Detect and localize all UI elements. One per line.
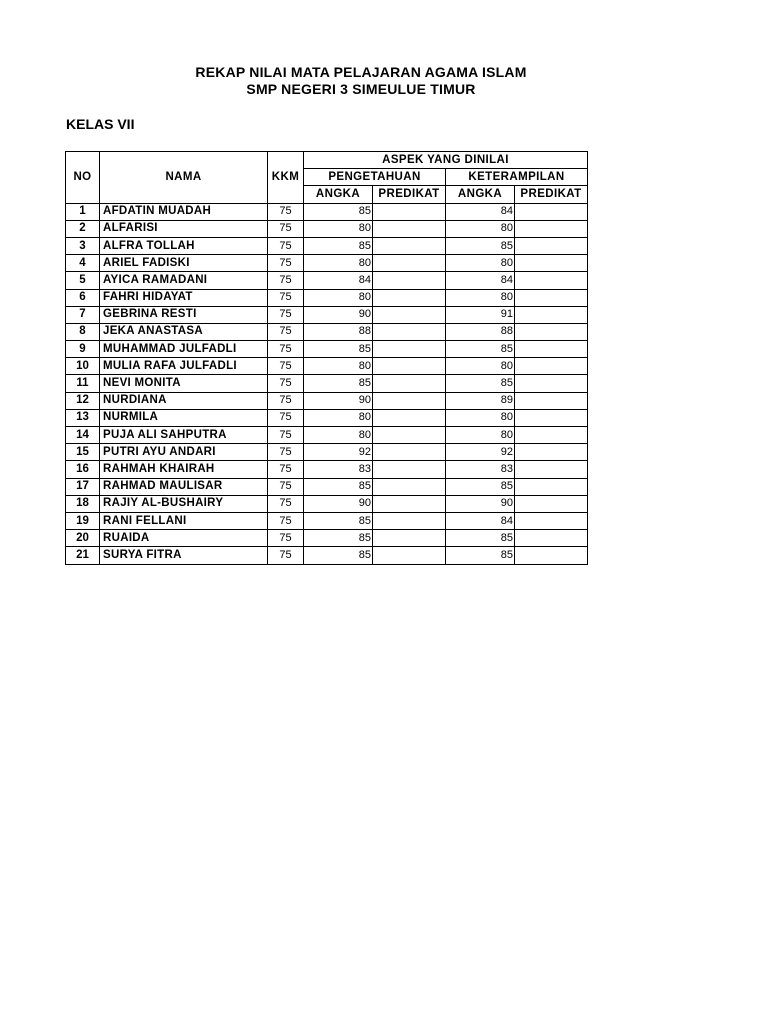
table-row [66,237,588,254]
table-row [66,495,588,512]
pengetahuan-angka: 80 [304,427,373,444]
pengetahuan-predikat [373,512,446,529]
pengetahuan-angka: 85 [304,530,373,547]
pengetahuan-predikat [373,392,446,409]
kkm-value: 75 [268,255,304,272]
kkm-value: 75 [268,358,304,375]
row-number: 19 [66,512,100,529]
row-number: 6 [66,289,100,306]
table-row [66,444,588,461]
pengetahuan-predikat [373,444,446,461]
pengetahuan-predikat [373,547,446,564]
kkm-value: 75 [268,495,304,512]
table-header [66,152,588,204]
row-number: 5 [66,272,100,289]
row-number: 18 [66,495,100,512]
table-row [66,272,588,289]
keterampilan-predikat [515,427,588,444]
row-number: 2 [66,220,100,237]
header-pengetahuan: PENGETAHUAN [304,169,446,186]
header-no: NO [66,152,100,204]
pengetahuan-predikat [373,427,446,444]
header-keterampilan: KETERAMPILAN [446,169,588,186]
table-row [66,203,588,220]
table-row [66,306,588,323]
kkm-value: 75 [268,375,304,392]
kkm-value: 75 [268,461,304,478]
pengetahuan-angka: 80 [304,409,373,426]
keterampilan-predikat [515,444,588,461]
table-row [66,461,588,478]
pengetahuan-angka: 85 [304,512,373,529]
kkm-value: 75 [268,392,304,409]
pengetahuan-angka: 80 [304,220,373,237]
kkm-value: 75 [268,323,304,340]
keterampilan-predikat [515,237,588,254]
class-label: KELAS VII [66,116,135,132]
keterampilan-predikat [515,323,588,340]
table-row [66,547,588,564]
row-number: 8 [66,323,100,340]
keterampilan-predikat [515,272,588,289]
pengetahuan-predikat [373,255,446,272]
keterampilan-angka: 91 [446,306,515,323]
student-name: SURYA FITRA [100,547,268,564]
row-number: 4 [66,255,100,272]
keterampilan-predikat [515,461,588,478]
keterampilan-angka: 80 [446,220,515,237]
table-body [66,203,588,564]
student-name: MUHAMMAD JULFADLI [100,341,268,358]
row-number: 1 [66,203,100,220]
kkm-value: 75 [268,427,304,444]
row-number: 14 [66,427,100,444]
student-name: PUJA ALI SAHPUTRA [100,427,268,444]
school-name: SMP NEGERI 3 SIMEULUE TIMUR [246,81,476,97]
keterampilan-predikat [515,203,588,220]
keterampilan-angka: 80 [446,358,515,375]
keterampilan-predikat [515,547,588,564]
student-name: GEBRINA RESTI [100,306,268,323]
table-row [66,289,588,306]
keterampilan-angka: 85 [446,530,515,547]
table-row [66,530,588,547]
keterampilan-angka: 85 [446,478,515,495]
pengetahuan-predikat [373,203,446,220]
document-title: REKAP NILAI MATA PELAJARAN AGAMA ISLAM [195,64,527,80]
kkm-value: 75 [268,530,304,547]
pengetahuan-predikat [373,323,446,340]
row-number: 9 [66,341,100,358]
table-row [66,512,588,529]
pengetahuan-predikat [373,341,446,358]
kkm-value: 75 [268,547,304,564]
kkm-value: 75 [268,220,304,237]
pengetahuan-angka: 85 [304,375,373,392]
kkm-value: 75 [268,306,304,323]
keterampilan-predikat [515,392,588,409]
student-name: FAHRI HIDAYAT [100,289,268,306]
keterampilan-predikat [515,512,588,529]
pengetahuan-angka: 88 [304,323,373,340]
keterampilan-angka: 85 [446,237,515,254]
pengetahuan-predikat [373,478,446,495]
pengetahuan-angka: 92 [304,444,373,461]
student-name: RAJIY AL-BUSHAIRY [100,495,268,512]
header-keterampilan-predikat: PREDIKAT [515,186,588,203]
header-kkm: KKM [268,152,304,204]
table-row [66,358,588,375]
table-row [66,255,588,272]
keterampilan-predikat [515,289,588,306]
keterampilan-angka: 80 [446,255,515,272]
keterampilan-predikat [515,341,588,358]
keterampilan-predikat [515,495,588,512]
student-name: JEKA ANASTASA [100,323,268,340]
kkm-value: 75 [268,289,304,306]
header-aspek: ASPEK YANG DINILAI [304,152,588,169]
header-keterampilan-angka: ANGKA [446,186,515,203]
keterampilan-predikat [515,375,588,392]
row-number: 16 [66,461,100,478]
student-name: RANI FELLANI [100,512,268,529]
keterampilan-angka: 85 [446,547,515,564]
table-row [66,323,588,340]
header-pengetahuan-predikat: PREDIKAT [373,186,446,203]
pengetahuan-angka: 85 [304,341,373,358]
student-name: RUAIDA [100,530,268,547]
row-number: 17 [66,478,100,495]
kkm-value: 75 [268,444,304,461]
pengetahuan-predikat [373,375,446,392]
pengetahuan-angka: 85 [304,547,373,564]
pengetahuan-predikat [373,237,446,254]
pengetahuan-predikat [373,306,446,323]
keterampilan-predikat [515,409,588,426]
row-number: 10 [66,358,100,375]
kkm-value: 75 [268,478,304,495]
pengetahuan-angka: 85 [304,203,373,220]
pengetahuan-angka: 85 [304,237,373,254]
pengetahuan-angka: 83 [304,461,373,478]
keterampilan-predikat [515,255,588,272]
pengetahuan-angka: 90 [304,495,373,512]
student-name: ALFARISI [100,220,268,237]
row-number: 7 [66,306,100,323]
student-name: PUTRI AYU ANDARI [100,444,268,461]
row-number: 12 [66,392,100,409]
pengetahuan-predikat [373,495,446,512]
table-row [66,478,588,495]
keterampilan-predikat [515,358,588,375]
keterampilan-angka: 84 [446,203,515,220]
pengetahuan-predikat [373,289,446,306]
keterampilan-angka: 90 [446,495,515,512]
keterampilan-angka: 88 [446,323,515,340]
student-name: ALFRA TOLLAH [100,237,268,254]
keterampilan-angka: 85 [446,341,515,358]
pengetahuan-predikat [373,461,446,478]
student-name: RAHMAD MAULISAR [100,478,268,495]
student-name: RAHMAH KHAIRAH [100,461,268,478]
pengetahuan-angka: 80 [304,358,373,375]
keterampilan-angka: 80 [446,427,515,444]
row-number: 13 [66,409,100,426]
pengetahuan-angka: 90 [304,392,373,409]
table-row [66,341,588,358]
keterampilan-angka: 92 [446,444,515,461]
pengetahuan-predikat [373,220,446,237]
grades-table [65,151,588,565]
student-name: ARIEL FADISKI [100,255,268,272]
keterampilan-predikat [515,306,588,323]
student-name: MULIA RAFA JULFADLI [100,358,268,375]
header-pengetahuan-angka: ANGKA [304,186,373,203]
pengetahuan-predikat [373,409,446,426]
student-name: NEVI MONITA [100,375,268,392]
keterampilan-angka: 85 [446,375,515,392]
kkm-value: 75 [268,272,304,289]
kkm-value: 75 [268,341,304,358]
student-name: NURMILA [100,409,268,426]
kkm-value: 75 [268,409,304,426]
kkm-value: 75 [268,237,304,254]
pengetahuan-angka: 85 [304,478,373,495]
keterampilan-angka: 80 [446,289,515,306]
keterampilan-angka: 84 [446,272,515,289]
keterampilan-angka: 83 [446,461,515,478]
student-name: AYICA RAMADANI [100,272,268,289]
keterampilan-angka: 80 [446,409,515,426]
row-number: 15 [66,444,100,461]
table-row [66,220,588,237]
row-number: 11 [66,375,100,392]
student-name: NURDIANA [100,392,268,409]
header-nama: NAMA [100,152,268,204]
keterampilan-predikat [515,530,588,547]
pengetahuan-angka: 80 [304,255,373,272]
row-number: 3 [66,237,100,254]
table-row [66,409,588,426]
keterampilan-angka: 89 [446,392,515,409]
pengetahuan-predikat [373,358,446,375]
kkm-value: 75 [268,203,304,220]
row-number: 21 [66,547,100,564]
keterampilan-predikat [515,478,588,495]
pengetahuan-angka: 80 [304,289,373,306]
pengetahuan-angka: 90 [304,306,373,323]
table-row [66,427,588,444]
table-row [66,375,588,392]
student-name: AFDATIN MUADAH [100,203,268,220]
kkm-value: 75 [268,512,304,529]
keterampilan-predikat [515,220,588,237]
pengetahuan-predikat [373,530,446,547]
pengetahuan-predikat [373,272,446,289]
pengetahuan-angka: 84 [304,272,373,289]
keterampilan-angka: 84 [446,512,515,529]
table-row [66,392,588,409]
row-number: 20 [66,530,100,547]
